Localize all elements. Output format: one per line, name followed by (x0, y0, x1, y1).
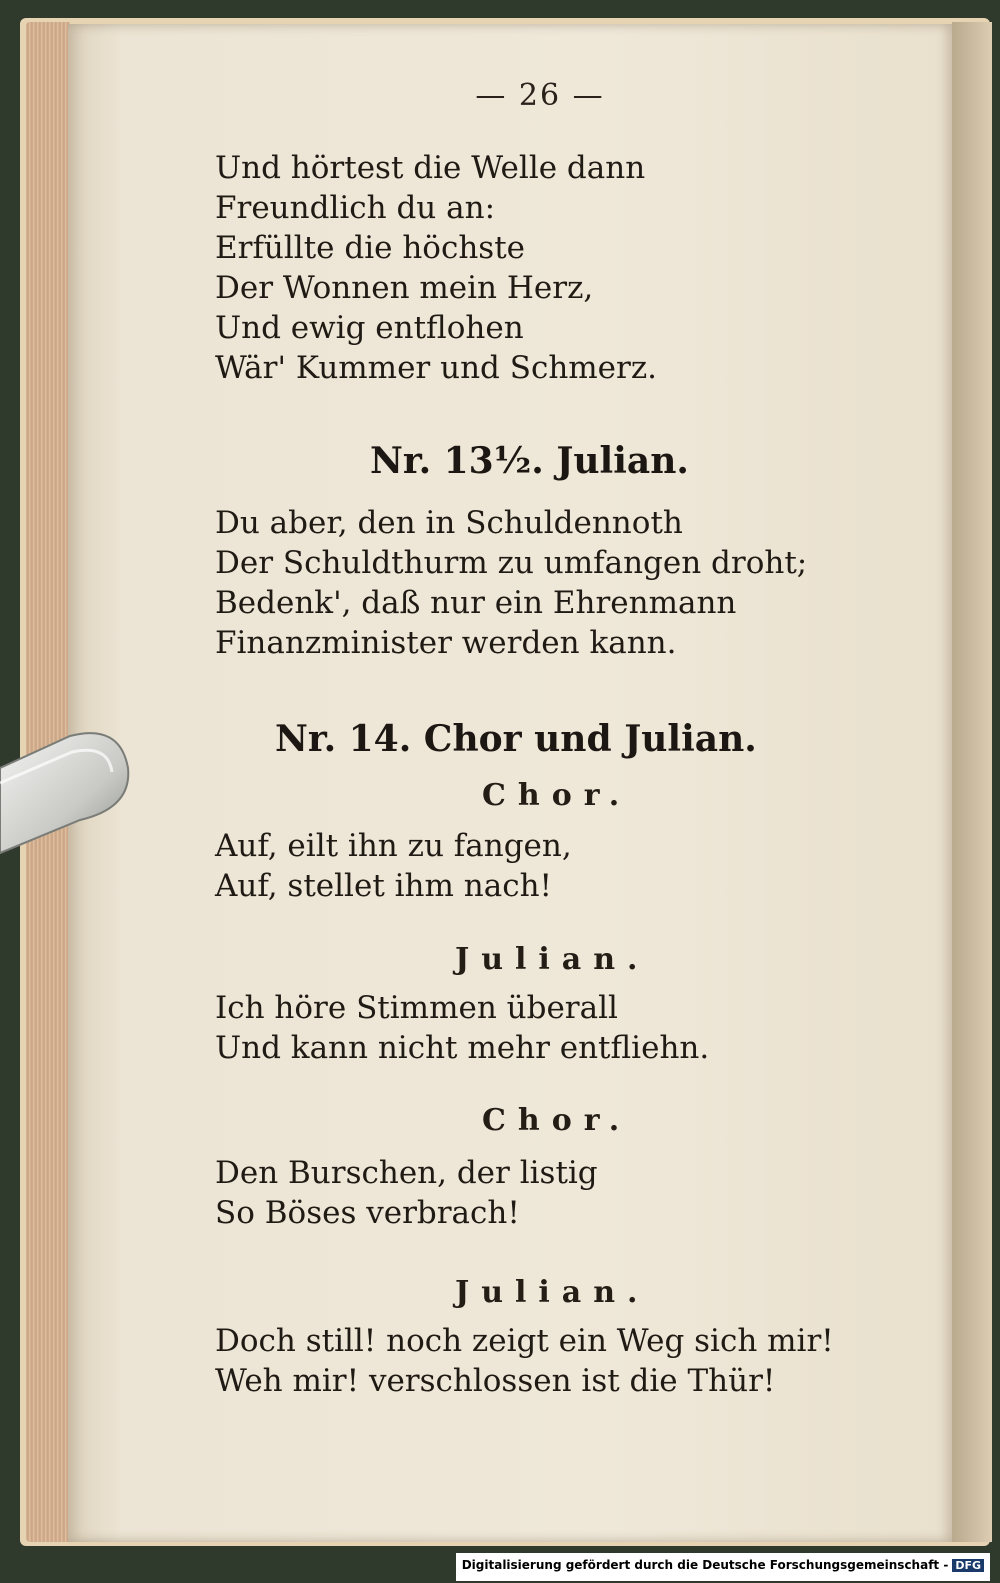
verse-line: Der Wonnen mein Herz, (215, 270, 594, 306)
verse-line: Und ewig entflohen (215, 310, 524, 346)
verse-line: Und kann nicht mehr entfliehn. (215, 1030, 710, 1066)
verse-line: Wär' Kummer und Schmerz. (215, 350, 658, 386)
speaker-label: Julian. (455, 942, 650, 977)
verse-line: Du aber, den in Schuldennoth (215, 505, 683, 541)
verse-line: So Böses verbrach! (215, 1195, 520, 1231)
verse-line: Erfüllte die höchste (215, 230, 525, 266)
verse-line: Der Schuldthurm zu umfangen droht; (215, 545, 808, 581)
verse-line: Den Burschen, der listig (215, 1155, 598, 1191)
verse-line: Doch still! noch zeigt ein Weg sich mir! (215, 1323, 834, 1359)
verse-line: Ich höre Stimmen überall (215, 990, 618, 1026)
speaker-label: Chor. (482, 1103, 632, 1138)
verse-line: Auf, eilt ihn zu fangen, (215, 828, 572, 864)
section-heading-13: Nr. 13½. Julian. (370, 440, 689, 482)
verse-line: Weh mir! verschlossen ist die Thür! (215, 1363, 776, 1399)
verse-line: Finanzminister werden kann. (215, 625, 677, 661)
section-heading-14: Nr. 14. Chor und Julian. (275, 718, 757, 760)
verse-line: Bedenk', daß nur ein Ehrenmann (215, 585, 737, 621)
page-number: — 26 — (475, 78, 605, 113)
verse-line: Freundlich du an: (215, 190, 496, 226)
dfg-logo: DFG (952, 1559, 984, 1572)
speaker-label: Chor. (482, 778, 632, 813)
footer-credit (456, 1553, 990, 1581)
footer-credit-text: Digitalisierung gefördert durch die Deutsche Forschungsgemeinschaft - (461, 1558, 949, 1572)
verse-line: Auf, stellet ihm nach! (215, 868, 552, 904)
verse-line: Und hörtest die Welle dann (215, 150, 646, 186)
speaker-label: Julian. (455, 1275, 650, 1310)
page-clip-icon (0, 728, 130, 858)
